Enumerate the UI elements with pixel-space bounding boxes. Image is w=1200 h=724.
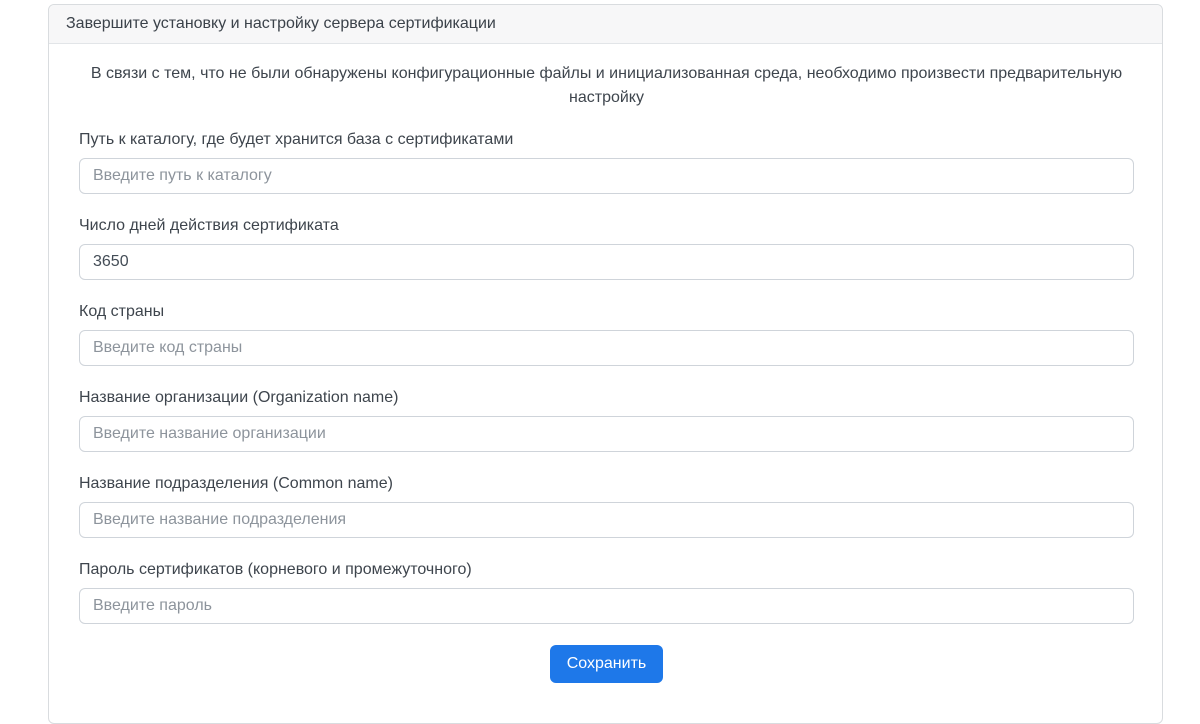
- card-header: [49, 5, 1162, 44]
- path-label: Путь к каталогу, где будет хранится база с сертификатами: [79, 131, 514, 148]
- days-label: Число дней действия сертификата: [79, 217, 339, 234]
- form-group-days: [79, 215, 1134, 280]
- organization-name-label: Название организации (Organization name): [79, 389, 399, 406]
- form-group-common-name: [79, 473, 1134, 538]
- button-row: [79, 645, 1134, 683]
- card-body: [49, 44, 1162, 683]
- setup-description: В связи с тем, что не были обнаружены конфигурационные файлы и инициализованная среда, необходимо произвести предварительную настройку: [90, 65, 1123, 106]
- organization-name-input[interactable]: [79, 416, 1134, 452]
- form-group-password: [79, 559, 1134, 624]
- password-label: Пароль сертификатов (корневого и промежуточного): [79, 561, 472, 578]
- setup-card: [48, 4, 1163, 724]
- form-group-country-code: [79, 301, 1134, 366]
- password-input[interactable]: [79, 588, 1134, 624]
- common-name-input[interactable]: [79, 502, 1134, 538]
- card-title: Завершите установку и настройку сервера сертификации: [66, 15, 496, 32]
- days-input[interactable]: [79, 244, 1134, 280]
- form-group-organization-name: [79, 387, 1134, 452]
- save-button[interactable]: Сохранить: [550, 645, 664, 683]
- common-name-label: Название подразделения (Common name): [79, 475, 393, 492]
- country-code-input[interactable]: [79, 330, 1134, 366]
- path-input[interactable]: [79, 158, 1134, 194]
- country-code-label: Код страны: [79, 303, 165, 320]
- form-group-path: [79, 129, 1134, 194]
